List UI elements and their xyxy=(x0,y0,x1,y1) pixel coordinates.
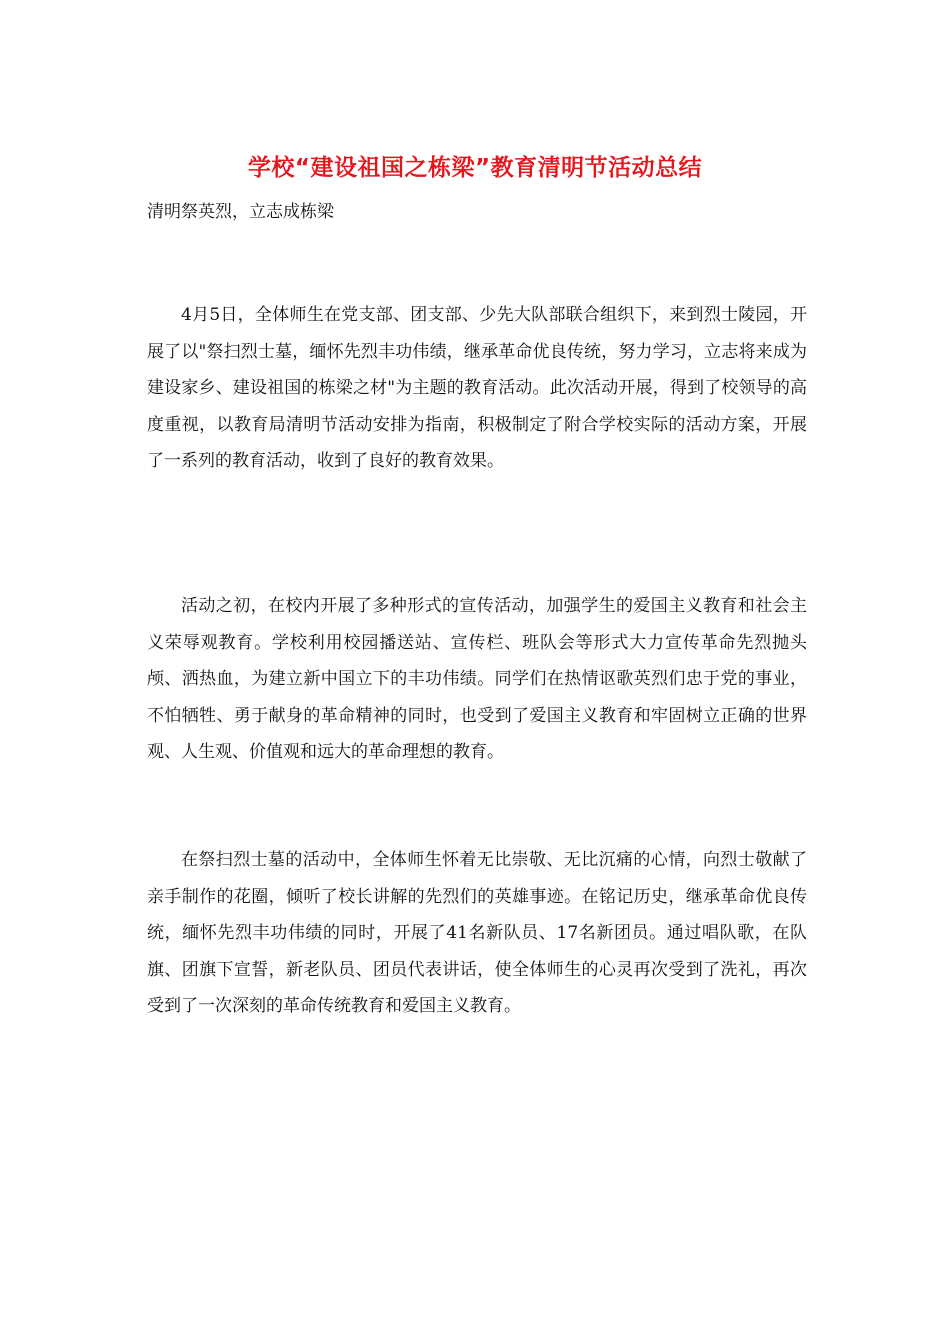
paragraph-2: 活动之初，在校内开展了多种形式的宣传活动，加强学生的爱国主义教育和社会主义荣辱观教育。学校利用校园播送站、宣传栏、班队会等形式大力宣传革命先烈抛头颅、洒热血，为建立新中国立下的丰功伟绩。同学们在热情讴歌英烈们忠于党的事业，不怕牺牲、勇于献身的革命精神的同时，也受到了爱国主义教育和牢固树立正确的世界观、人生观、价值观和远大的革命理想的教育。 xyxy=(147,596,807,762)
document-title: 学校“建设祖国之栋梁”教育清明节活动总结 xyxy=(247,155,703,181)
paragraph-1: 4月5日，全体师生在党支部、团支部、少先大队部联合组织下，来到烈士陵园，开展了以"祭扫烈士墓，缅怀先烈丰功伟绩，继承革命优良传统，努力学习，立志将来成为建设家乡、建设祖国的栋梁之材"为主题的教育活动。此次活动开展，得到了校领导的高度重视，以教育局清明节活动安排为指南，积极制定了附合学校实际的活动方案，开展了一系列的教育活动，收到了良好的教育效果。 xyxy=(147,305,807,471)
document-subtitle: 清明祭英烈，立志成栋梁 xyxy=(147,202,334,222)
paragraph-3: 在祭扫烈士墓的活动中，全体师生怀着无比崇敬、无比沉痛的心情，向烈士敬献了亲手制作的花圈，倾听了校长讲解的先烈们的英雄事迹。在铭记历史，继承革命优良传统，缅怀先烈丰功伟绩的同时，开展了41名新队员、17名新团员。通过唱队歌，在队旗、团旗下宣誓，新老队员、团员代表讲话，使全体师生的心灵再次受到了洗礼，再次受到了一次深刻的革命传统教育和爱国主义教育。 xyxy=(147,850,807,1016)
